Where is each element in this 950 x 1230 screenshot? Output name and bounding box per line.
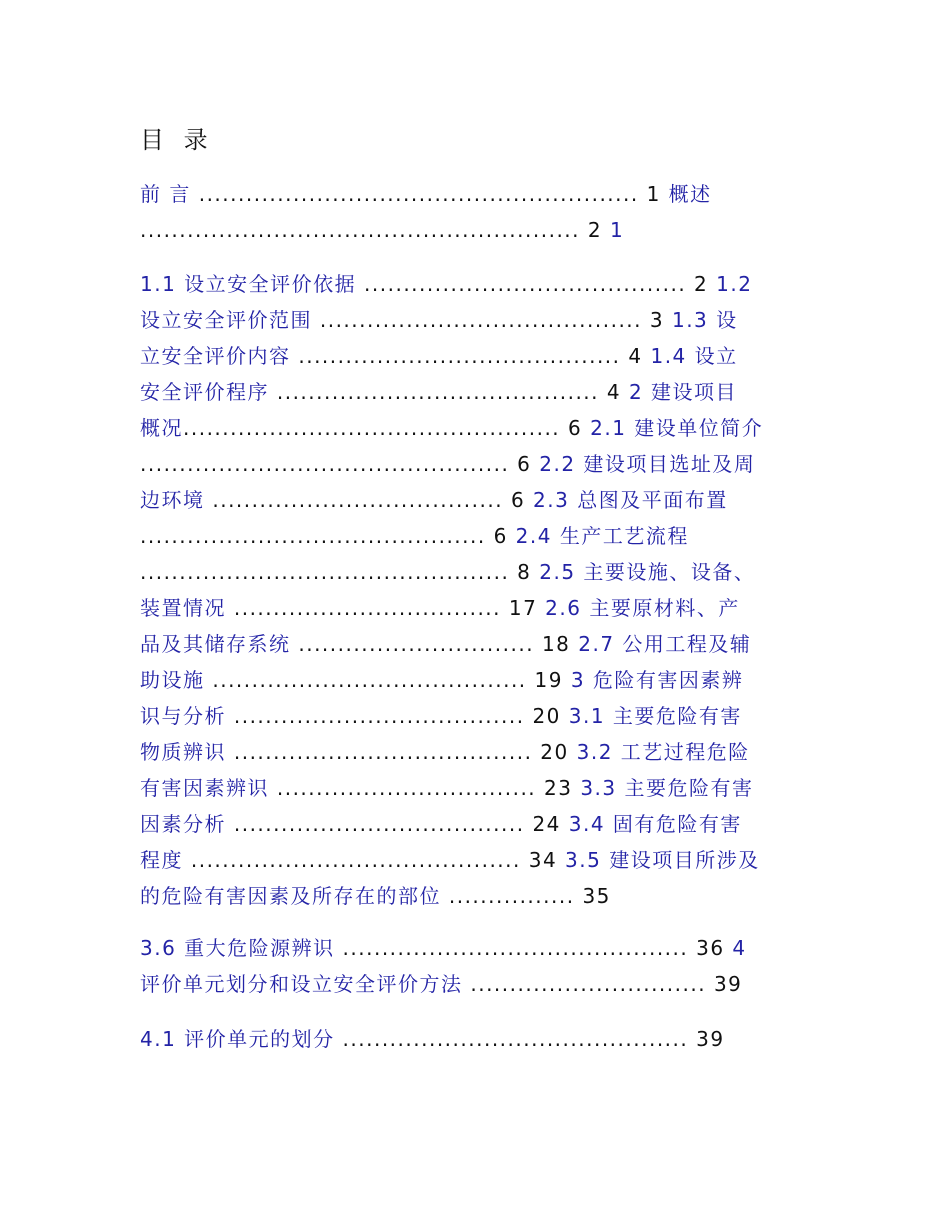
- toc-leader-dots: ..................................: [226, 596, 509, 620]
- toc-leader-dots: .....................................: [204, 488, 511, 512]
- toc-entry-link[interactable]: 3.2 工艺过程危险: [568, 740, 750, 764]
- toc-page-number: 6: [493, 524, 508, 548]
- toc-line: [140, 212, 820, 248]
- toc-entry-link[interactable]: 4: [724, 936, 747, 960]
- toc-line: [140, 554, 820, 590]
- toc-entry-link[interactable]: 3.1 主要危险有害: [560, 704, 742, 728]
- toc-page-number: 39: [696, 1027, 725, 1051]
- toc-entry-link[interactable]: 助设施: [140, 668, 205, 692]
- toc-line: [140, 662, 820, 698]
- toc-page-number: 18: [541, 632, 571, 656]
- toc-paragraph: [140, 1021, 820, 1057]
- toc-entry-link[interactable]: 因素分析: [140, 812, 226, 836]
- toc-entry-link[interactable]: 2.4 生产工艺流程: [507, 524, 689, 548]
- toc-entry-link[interactable]: 2.7 公用工程及辅: [570, 632, 752, 656]
- toc-line: [140, 374, 820, 410]
- toc-page-number: 8: [517, 560, 532, 584]
- toc-entry-link[interactable]: 2 建设项目: [621, 380, 738, 404]
- toc-page-number: 23: [544, 776, 573, 800]
- toc-page-number: 39: [713, 972, 743, 996]
- toc-entry-link[interactable]: 2.2 建设项目选址及周: [531, 452, 756, 476]
- toc-entry-link[interactable]: 4.1 评价单元的划分: [140, 1027, 335, 1051]
- toc-page-number: 34: [528, 848, 558, 872]
- toc-entry-link[interactable]: 3 危险有害因素辨: [562, 668, 744, 692]
- toc-entry-link[interactable]: 1.1 设立安全评价依据: [140, 272, 357, 296]
- toc-line: [140, 590, 820, 626]
- toc-line: [140, 698, 820, 734]
- toc-line: [140, 410, 820, 446]
- toc-entry-link[interactable]: 有害因素辨识: [140, 776, 269, 800]
- toc-entry-link[interactable]: 前 言: [140, 182, 191, 206]
- toc-entry-link[interactable]: 边环境: [140, 488, 205, 512]
- toc-entry-link[interactable]: 3.5 建设项目所涉及: [557, 848, 760, 872]
- toc-leader-dots: ..............................: [462, 972, 714, 996]
- toc-leader-dots: ..............................: [290, 632, 542, 656]
- toc-line: [140, 446, 820, 482]
- toc-page-number: 19: [534, 668, 563, 692]
- toc-line: [140, 626, 820, 662]
- toc-entry-link[interactable]: 1.4 设立: [642, 344, 738, 368]
- toc-entry-link[interactable]: 品及其储存系统: [140, 632, 291, 656]
- toc-line: [140, 518, 820, 554]
- toc-page-number: 24: [532, 812, 561, 836]
- toc-entry-link[interactable]: 安全评价程序: [140, 380, 269, 404]
- toc-entry-link[interactable]: 评价单元划分和设立安全评价方法: [140, 972, 463, 996]
- toc-line: [140, 878, 820, 914]
- toc-page-number: 4: [606, 380, 622, 404]
- toc-paragraph: [140, 930, 820, 1002]
- toc-page-number: 1: [646, 182, 661, 206]
- toc-line: [140, 338, 820, 374]
- toc-title: 目 录: [140, 126, 214, 154]
- toc-entry-link[interactable]: 2.5 主要设施、设备、: [531, 560, 756, 584]
- toc-page-number: 36: [696, 936, 725, 960]
- toc-page-number: 20: [532, 704, 561, 728]
- toc-page-number: 6: [510, 488, 526, 512]
- toc-line: [140, 266, 820, 302]
- toc-page-number: 17: [508, 596, 538, 620]
- toc-leader-dots: ...............................................: [140, 560, 518, 584]
- toc-line: [140, 806, 820, 842]
- toc-entry-link[interactable]: 装置情况: [140, 596, 226, 620]
- toc-entry-link[interactable]: 2.6 主要原材料、产: [537, 596, 740, 620]
- toc-leader-dots: ........................................................: [190, 182, 647, 206]
- toc-entry-link[interactable]: 3.4 固有危险有害: [560, 812, 742, 836]
- toc-entry-link[interactable]: 立安全评价内容: [140, 344, 291, 368]
- toc-line: [140, 930, 820, 966]
- toc-paragraph: [140, 176, 820, 248]
- toc-leader-dots: .................................: [269, 776, 545, 800]
- toc-leader-dots: ................................................: [183, 416, 569, 440]
- toc-leader-dots: ............................................: [334, 1027, 697, 1051]
- toc-line: [140, 302, 820, 338]
- toc-entry-link[interactable]: 设立安全评价范围: [140, 308, 312, 332]
- toc-leader-dots: ................: [441, 884, 583, 908]
- toc-leader-dots: ............................................: [334, 936, 697, 960]
- toc-line: [140, 842, 820, 878]
- toc-entry-link[interactable]: 物质辨识: [140, 740, 226, 764]
- toc-page-number: 4: [628, 344, 643, 368]
- toc-line: [140, 176, 820, 212]
- toc-leader-dots: .........................................: [269, 380, 607, 404]
- toc-line: [140, 734, 820, 770]
- toc-page-number: 3: [649, 308, 665, 332]
- toc-entry-link[interactable]: 识与分析: [140, 704, 226, 728]
- toc-line: [140, 1021, 820, 1057]
- toc-entry-link[interactable]: 概况: [140, 416, 183, 440]
- toc-page-number: 6: [517, 452, 532, 476]
- toc-entry-link[interactable]: 概述: [660, 182, 712, 206]
- toc-leader-dots: .........................................: [312, 308, 650, 332]
- toc-line: [140, 770, 820, 806]
- toc-leader-dots: .....................................: [226, 812, 533, 836]
- toc-page-number: 2: [694, 272, 709, 296]
- toc-leader-dots: ......................................: [226, 740, 541, 764]
- toc-entry-link[interactable]: 的危险有害因素及所存在的部位: [140, 884, 441, 908]
- toc-paragraph: [140, 266, 820, 914]
- toc-entry-link[interactable]: 3.6 重大危险源辨识: [140, 936, 335, 960]
- toc-entry-link[interactable]: 3.3 主要危险有害: [572, 776, 754, 800]
- toc-leader-dots: .........................................: [356, 272, 695, 296]
- toc-entry-link[interactable]: 2.3 总图及平面布置: [525, 488, 728, 512]
- toc-entry-link[interactable]: 1.2: [708, 272, 753, 296]
- toc-leader-dots: .........................................: [290, 344, 629, 368]
- toc-entry-link[interactable]: 1: [602, 218, 625, 242]
- toc-leader-dots: .....................................: [226, 704, 533, 728]
- toc-page-number: 35: [582, 884, 611, 908]
- toc-entry-link[interactable]: 1.3 设: [664, 308, 738, 332]
- toc-line: [140, 482, 820, 518]
- toc-page-number: 6: [568, 416, 583, 440]
- toc-leader-dots: ........................................: [204, 668, 535, 692]
- toc-entry-link[interactable]: 程度: [140, 848, 183, 872]
- toc-leader-dots: ..........................................: [183, 848, 529, 872]
- toc-page-number: 20: [540, 740, 569, 764]
- toc-leader-dots: ............................................: [140, 524, 494, 548]
- toc-leader-dots: ........................................................: [140, 218, 588, 242]
- toc-line: [140, 966, 820, 1002]
- toc-page-number: 2: [587, 218, 603, 242]
- toc-entry-link[interactable]: 2.1 建设单位简介: [582, 416, 764, 440]
- toc-leader-dots: ...............................................: [140, 452, 518, 476]
